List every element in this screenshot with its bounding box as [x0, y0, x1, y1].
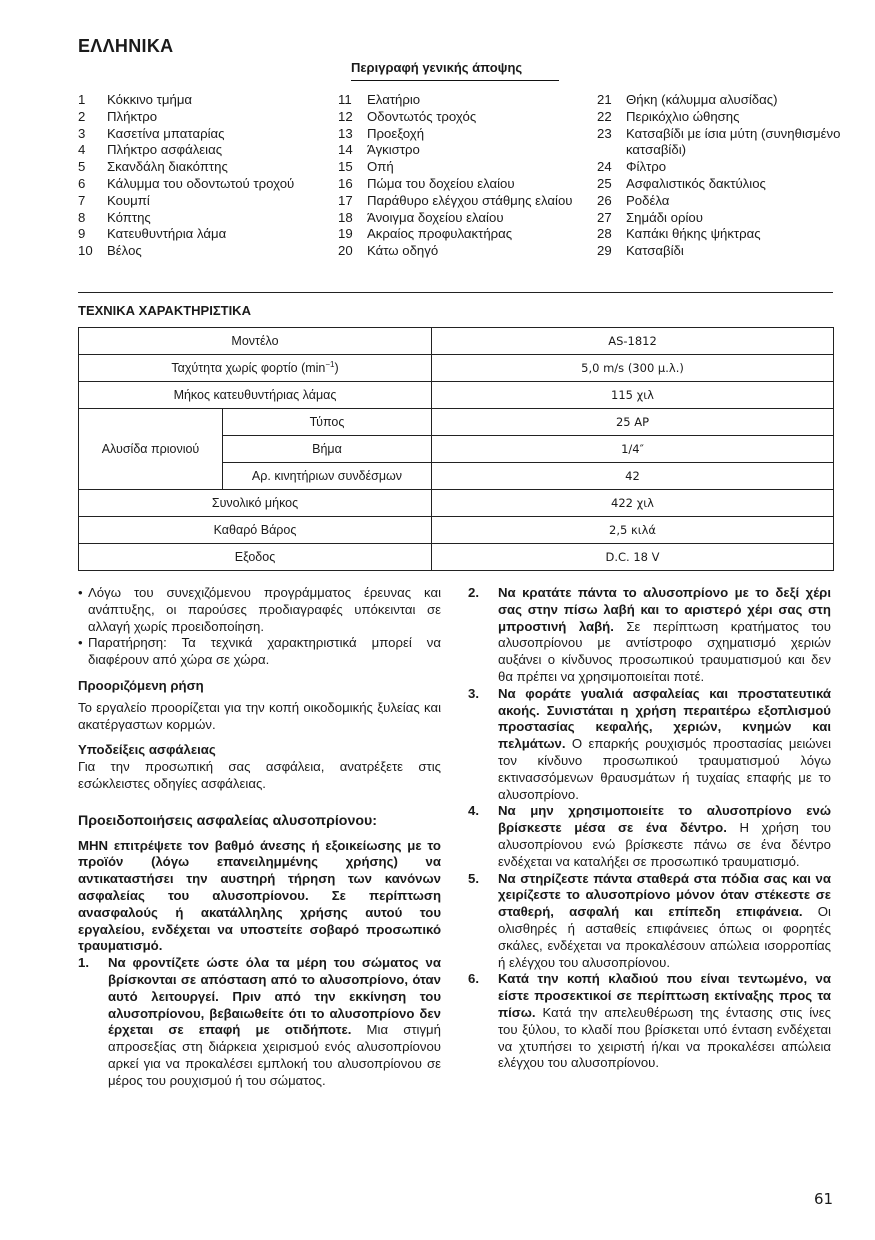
spec-row-guide-bar	[79, 382, 834, 409]
spec-value: 5,0 m/s (300 μ.λ.)	[432, 355, 834, 382]
part-label: Κατσαβίδι	[626, 243, 684, 259]
bullet-icon: •	[78, 635, 83, 651]
spec-label-superscript: −1	[325, 360, 335, 370]
part-number: 19	[338, 226, 353, 242]
parts-list-item	[597, 243, 847, 260]
spec-label: Μοντέλο	[79, 328, 432, 355]
warning-item-body	[108, 955, 441, 1089]
spec-label-close: )	[334, 361, 339, 376]
parts-list-item	[78, 193, 328, 210]
specifications-table	[78, 327, 834, 571]
spec-row-output	[79, 544, 834, 571]
spec-value: 115 χιλ	[432, 382, 834, 409]
part-label: Κάλυμμα του οδοντωτού τροχού	[107, 175, 295, 191]
specifications-heading: ΤΕΧΝΙΚΑ ΧΑΡΑΚΤΗΡΙΣΤΙΚΑ	[78, 303, 251, 318]
intended-use-heading: Προοριζόμενη ρήση	[78, 677, 204, 693]
language-title: ΕΛΛΗΝΙΚΑ	[78, 36, 174, 56]
warning-item-bold-text: Να κρατάτε πάντα το αλυσοπρίονο με το δεξί χέρι σας στην πίσω λαβή και το αριστερό χέρι σας στη μπροστινή λαβή.	[498, 585, 831, 634]
parts-list-item	[338, 126, 588, 143]
part-label: Πλήκτρο	[107, 108, 158, 124]
warning-item-bold-text: Να στηρίζεστε πάντα σταθερά στα πόδια σας και να χειρίζεστε το αλυσοπρίονο μόνον όταν στέκεστε σε σταθερή, ασφαλή και επίπεδη επιφάνεια.	[498, 870, 831, 920]
warnings-intro: ΜΗΝ επιτρέψετε τον βαθμό άνεσης ή εξοικείωσης με το προϊόν (λόγω επανειλημμένης χρήσης) να αντικαταστήσει την αυστηρή τήρηση των κανόνων ασφαλείας του αλυσοπρίονου. Σε περίπτωση ανασφαλούς ή ακατάλληλης χρήσης αυτού του εργαλείου, ενδέχεται να υποστείτε σοβαρό προσωπικό τραυματισμό.	[78, 837, 441, 954]
parts-list-item	[597, 159, 847, 176]
part-label: Ροδέλα	[626, 192, 670, 208]
warning-item-text: Σε περίπτωση κρατήματος του αλυσοπρίονου με αντίστροφο σχηματισμό χεριών αυξάνει ο κίνδυνος προσωπικού τραυματισμού και δεν θα πρέπει να χρησιμοποιείται ποτέ.	[498, 618, 831, 684]
part-number: 4	[78, 142, 86, 158]
part-label: Κατευθυντήρια λάμα	[107, 226, 227, 242]
part-label: Οπή	[367, 159, 394, 175]
spec-row-speed	[79, 355, 834, 382]
part-label: Πώμα του δοχείου ελαίου	[367, 175, 515, 191]
parts-list-column-3	[597, 92, 847, 260]
spec-group-label: Αλυσίδα πριονιού	[79, 409, 223, 490]
part-number: 7	[78, 192, 86, 208]
spec-label: Αρ. κινητήριων συνδέσμων	[223, 463, 432, 490]
spec-label: Συνολικό μήκος	[79, 490, 432, 517]
warning-item-number: 6.	[468, 971, 479, 987]
parts-list-item	[78, 226, 328, 243]
part-label: Θήκη (κάλυμμα αλυσίδας)	[626, 92, 778, 107]
part-label: Σημάδι ορίου	[626, 209, 703, 225]
part-label: Φίλτρο	[626, 159, 667, 175]
part-number: 18	[338, 209, 353, 225]
parts-list-item	[78, 210, 328, 227]
general-view-heading: Περιγραφή γενικής άποψης	[351, 60, 559, 81]
safety-tips-heading: Υποδείξεις ασφάλειας	[78, 742, 216, 758]
warning-item	[468, 686, 831, 804]
spec-row-overall-length	[79, 490, 834, 517]
part-number: 9	[78, 226, 86, 242]
warning-item	[468, 871, 831, 972]
spec-value: 25 AP	[432, 409, 834, 436]
warning-item-body	[498, 686, 831, 804]
parts-list-item	[78, 159, 328, 176]
spec-label: Καθαρό Βάρος	[79, 517, 432, 544]
part-number: 12	[338, 108, 353, 124]
parts-list-item	[338, 159, 588, 176]
warnings-list-left	[78, 955, 441, 1089]
part-number: 24	[597, 159, 612, 175]
part-number: 16	[338, 175, 353, 191]
intended-use-text: Το εργαλείο προορίζεται για την κοπή οικοδομικής ξυλείας και ακατέργαστων κορμών.	[78, 699, 441, 732]
part-label: Πλήκτρο ασφάλειας	[107, 142, 223, 158]
part-label: Περικόχλιο ώθησης	[626, 108, 740, 124]
warning-item-text: Κατά την απελευθέρωση της έντασης στις ίνες του ξύλου, το κλαδί που βρίσκεται υπό ένταση ενδέχεται να χτυπήσει το χειριστή ή/και να προκαλέσει απώλεια ελέγχου του αλυσοπρίονου.	[498, 1004, 831, 1071]
left-text-column	[78, 585, 441, 1090]
part-label: Άγκιστρο	[367, 142, 420, 158]
part-label: Κόκκινο τμήμα	[107, 92, 193, 107]
warning-item-bold-text: Κατά την κοπή κλαδιού που είναι τεντωμένο, να είστε προσεκτικοί σε περίπτωση εκτίναξης προς τα πίσω.	[498, 971, 831, 1020]
parts-list-item	[597, 226, 847, 243]
parts-list-item	[338, 176, 588, 193]
parts-list-item	[597, 176, 847, 193]
part-number: 29	[597, 243, 612, 259]
part-label: Ακραίος προφυλακτήρας	[367, 226, 513, 242]
parts-list-item	[338, 92, 588, 109]
parts-list-item	[338, 109, 588, 126]
parts-list-item	[338, 193, 588, 210]
parts-list-item	[78, 109, 328, 126]
part-label: Κασετίνα μπαταρίας	[107, 125, 225, 141]
spec-label-text: Ταχύτητα χωρίς φορτίο (min	[171, 361, 326, 376]
warning-item-bold-text: Να φοράτε γυαλιά ασφαλείας και προστατευτικά ακοής. Συνιστάται η χρήση περαιτέρω εξοπλισμού προστασίας κεφαλής, χεριών, κνημών και πελμάτων.	[498, 685, 831, 752]
parts-list-item	[597, 109, 847, 126]
part-number: 17	[338, 192, 353, 208]
warning-item-number: 2.	[468, 585, 479, 600]
part-number: 13	[338, 125, 353, 141]
note-bullet	[78, 585, 441, 635]
warning-item-number: 5.	[468, 870, 479, 886]
part-label: Κάτω οδηγό	[367, 243, 439, 259]
note-text: Παρατήρηση: Τα τεχνικά χαρακτηριστικά μπορεί να διαφέρουν από χώρα σε χώρα.	[88, 635, 441, 668]
parts-list-column-2	[338, 92, 588, 260]
note-bullet	[78, 635, 441, 669]
warning-item	[468, 803, 831, 870]
part-label: Ασφαλιστικός δακτύλιος	[626, 175, 766, 191]
spec-value: 422 χιλ	[432, 490, 834, 517]
parts-list-item	[597, 92, 847, 109]
spec-value: 2,5 κιλά	[432, 517, 834, 544]
parts-list-item	[338, 243, 588, 260]
spec-row-model	[79, 328, 834, 355]
spec-label: Βήμα	[223, 436, 432, 463]
parts-list-item	[78, 176, 328, 193]
part-label: Κόπτης	[107, 209, 151, 225]
section-divider	[78, 292, 833, 293]
spec-value: 1/4″	[432, 436, 834, 463]
warning-item-body	[498, 585, 831, 686]
parts-list-item	[597, 126, 847, 160]
parts-list-column-1	[78, 92, 328, 260]
parts-list-item	[597, 193, 847, 210]
warning-item-bold-text: Να μην χρησιμοποιείτε το αλυσοπρίονο ενώ βρίσκεστε μέσα σε ένα δέντρο.	[498, 803, 831, 836]
warning-item-number: 1.	[78, 955, 89, 971]
warning-item-body	[498, 871, 831, 972]
warning-item-number: 3.	[468, 685, 479, 701]
warning-item	[468, 585, 831, 686]
parts-list-item	[78, 126, 328, 143]
parts-list-item	[338, 226, 588, 243]
parts-list-item	[338, 210, 588, 227]
part-number: 23	[597, 125, 612, 141]
parts-list-item	[78, 92, 328, 109]
part-label: Κατσαβίδι με ίσια μύτη (συνηθισμένο κατσαβίδι)	[626, 125, 841, 158]
part-number: 27	[597, 209, 612, 225]
part-label: Καπάκι θήκης ψήκτρας	[626, 226, 761, 242]
bullet-icon: •	[78, 585, 83, 600]
part-number: 5	[78, 159, 86, 175]
spec-row-net-weight	[79, 517, 834, 544]
part-label: Παράθυρο ελέγχου στάθμης ελαίου	[367, 192, 573, 208]
parts-list-item	[78, 142, 328, 159]
part-number: 10	[78, 243, 93, 259]
spec-value: AS-1812	[432, 328, 834, 355]
spec-row-chain-type	[79, 409, 834, 436]
spec-label: Μήκος κατευθυντήριας λάμας	[79, 382, 432, 409]
part-label: Προεξοχή	[367, 125, 425, 141]
part-number: 28	[597, 226, 612, 242]
warning-item-text: Οι ολισθηρές ή ασταθείς επιφάνειες όπως οι φορητές σκάλες, ενδέχεται να προκαλέσουν απώλεια ισορροπίας ή ελέγχου του αλυσοπρίονου.	[498, 904, 831, 970]
chainsaw-safety-warnings-heading: Προειδοποιήσεις ασφαλείας αλυσοπρίονου:	[78, 812, 378, 829]
part-label: Άνοιγμα δοχείου ελαίου	[367, 209, 504, 225]
safety-tips-text: Για την προσωπική σας ασφάλεια, ανατρέξετε στις εσώκλειστες οδηγίες ασφάλειας.	[78, 759, 441, 791]
spec-label	[79, 355, 432, 382]
warning-item-body	[498, 803, 831, 870]
note-text: Λόγω του συνεχιζόμενου προγράμματος έρευνας και ανάπτυξης, οι παρούσες προδιαγραφές υπόκεινται σε αλλαγή χωρίς προειδοποίηση.	[88, 585, 441, 634]
spec-value: 42	[432, 463, 834, 490]
page-number: 61	[814, 1190, 834, 1208]
part-number: 8	[78, 209, 86, 225]
right-text-column	[468, 585, 831, 1072]
part-number: 6	[78, 175, 86, 191]
warning-item-body	[498, 971, 831, 1072]
spec-value: D.C. 18 V	[432, 544, 834, 571]
part-label: Βέλος	[107, 243, 142, 259]
spec-label: Τύπος	[223, 409, 432, 436]
part-number: 15	[338, 159, 353, 175]
parts-list-item	[597, 210, 847, 227]
parts-list-item	[338, 142, 588, 159]
part-number: 20	[338, 243, 353, 259]
part-number: 25	[597, 175, 612, 191]
part-number: 11	[338, 92, 352, 107]
warning-item-text: Η χρήση του αλυσοπρίονου ενώ βρίσκεστε πάνω σε ένα δέντρο ενδέχεται να καταλήξει σε προσωπικό τραυματισμό.	[498, 820, 831, 869]
warning-item-bold-text: Να φροντίζετε ώστε όλα τα μέρη του σώματος να βρίσκονται σε απόσταση από το αλυσοπρίονο, όταν αυτό λειτουργεί. Πριν από την εκκίνηση του αλυσοπρίονου, βεβαιωθείτε ότι το αλυσοπρίονο δεν έρχεται σε επαφή με οτιδήποτε.	[108, 955, 441, 1038]
part-number: 2	[78, 108, 86, 124]
part-number: 26	[597, 192, 612, 208]
warning-item-text: Ο επαρκής ρουχισμός προστασίας μειώνει τον κίνδυνο προσωπικού τραυματισμού λόγω εκτινασσόμενων θραυσμάτων ή τυχαίας επαφής με το αλυσοπρίονο.	[498, 736, 831, 802]
warning-item-number: 4.	[468, 803, 479, 819]
part-label: Σκανδάλη διακόπτης	[107, 159, 228, 175]
part-number: 1	[78, 92, 86, 107]
part-number: 3	[78, 125, 86, 141]
part-number: 22	[597, 108, 612, 124]
part-label: Κουμπί	[107, 192, 150, 208]
part-number: 14	[338, 142, 353, 158]
part-label: Οδοντωτός τροχός	[367, 108, 477, 124]
warnings-list-right	[468, 585, 831, 1072]
part-number: 21	[597, 92, 612, 107]
warning-item	[78, 955, 441, 1089]
parts-list-item	[78, 243, 328, 260]
warning-item-text: Μια στιγμή απροσεξίας στη διάρκεια χειρισμού ενός αλυσοπρίονου αρκεί για να προκαλέσει εμπλοκή του αλυσοπρίονου σε μέρος του ρουχισμού ή του σώματος.	[108, 1022, 441, 1088]
warning-item	[468, 971, 831, 1072]
spec-label: Εξοδος	[79, 544, 432, 571]
part-label: Ελατήριο	[367, 92, 421, 107]
